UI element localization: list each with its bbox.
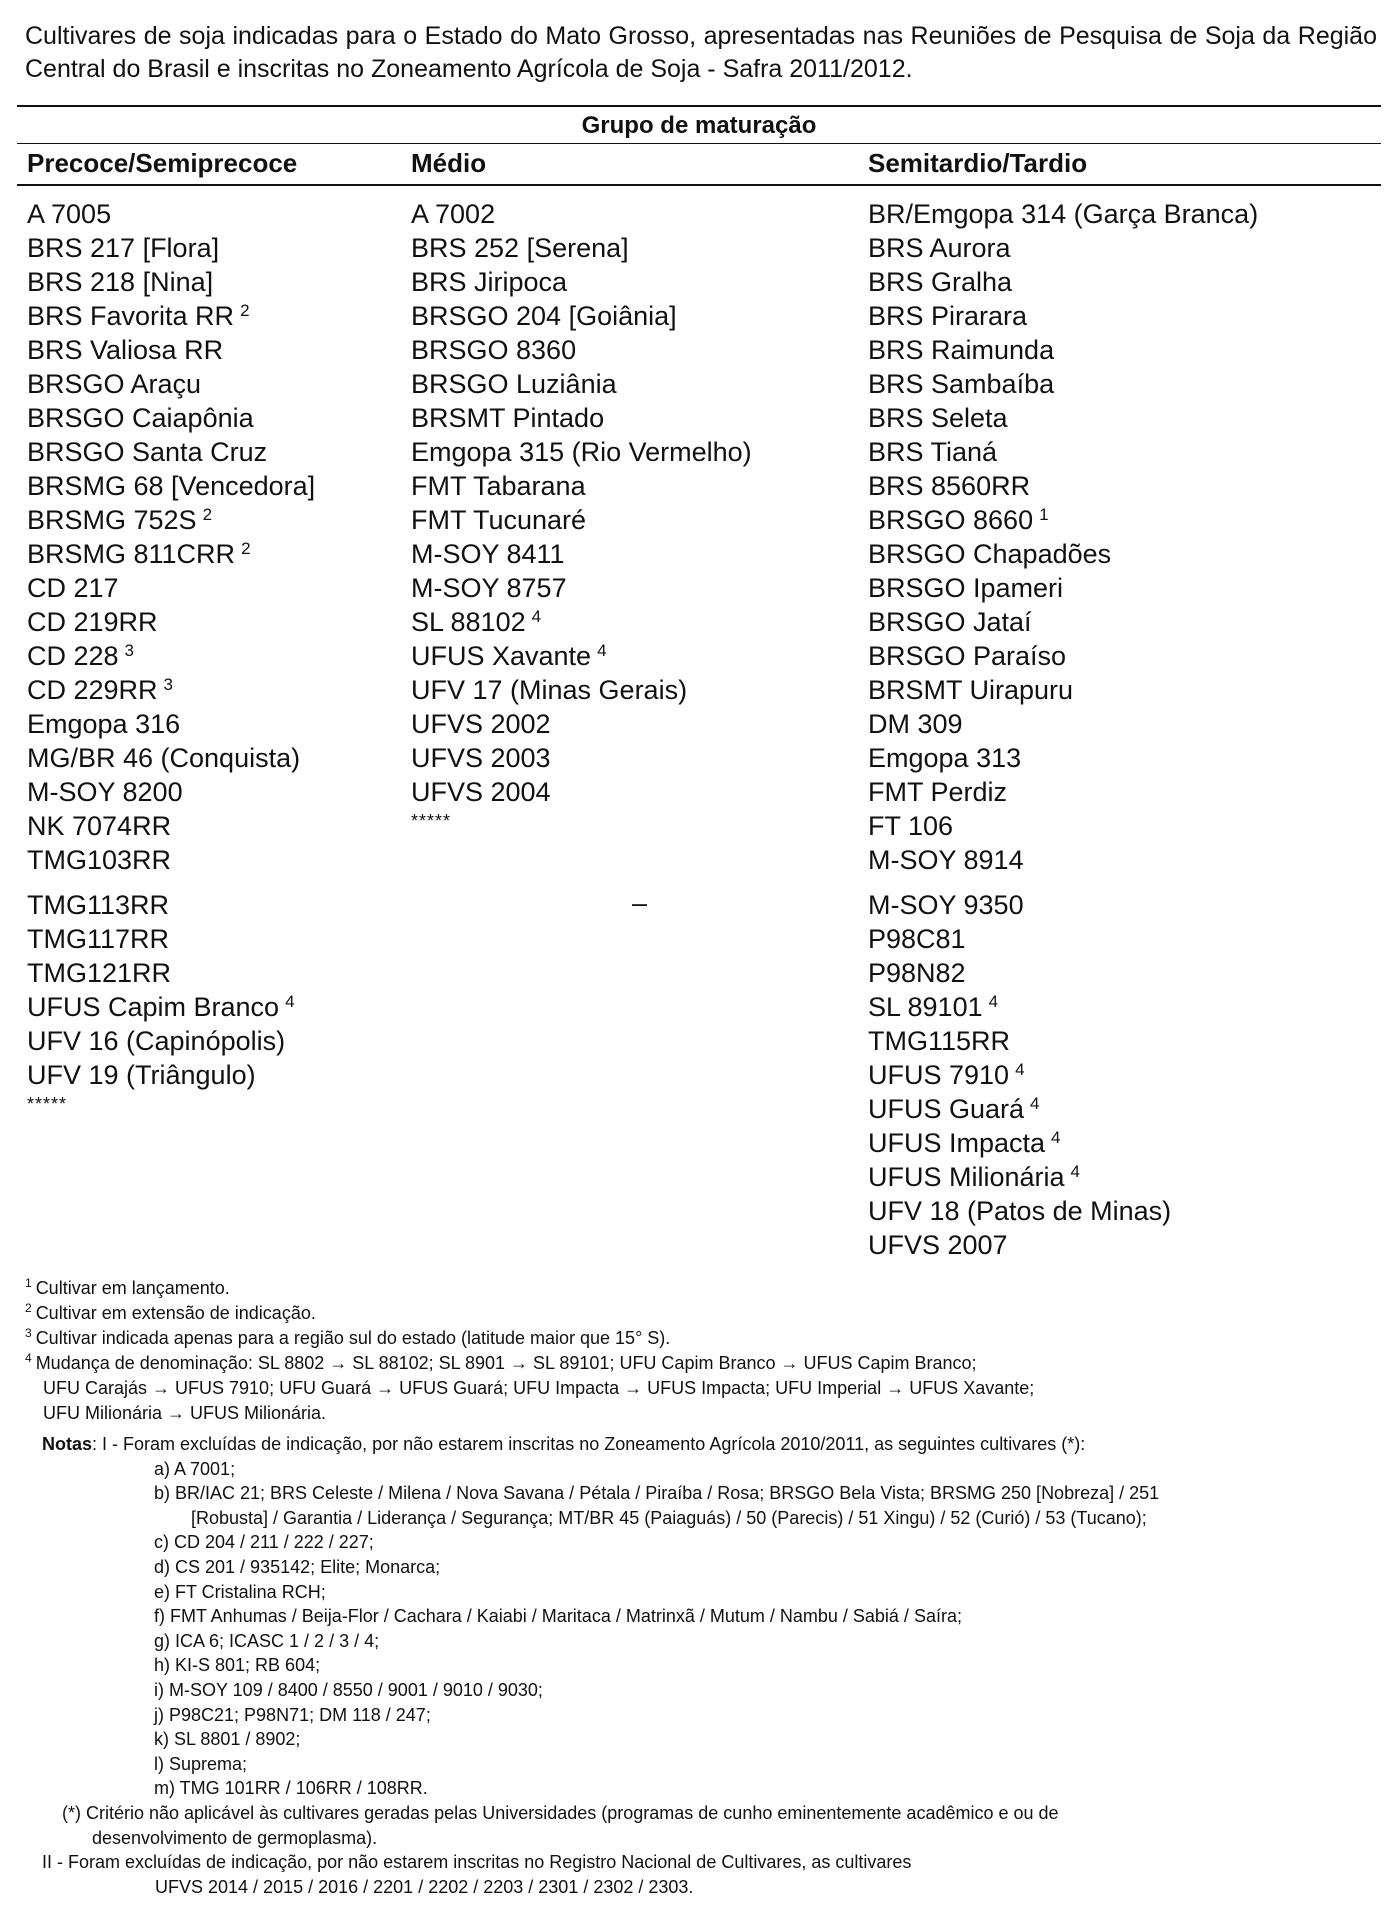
cultivar-name: UFUS Impacta xyxy=(868,1128,1046,1158)
footnote-line xyxy=(25,1276,1377,1301)
footnote-number: 2 xyxy=(25,1301,32,1315)
cultivar-item xyxy=(411,299,752,333)
cultivar-item xyxy=(411,605,752,639)
cultivar-name: UFVS 2003 xyxy=(411,743,551,773)
cultivar-name: UFV 16 (Capinópolis) xyxy=(27,1026,286,1056)
note-item-line: m) TMG 101RR / 106RR / 108RR. xyxy=(154,1778,428,1799)
cultivar-item xyxy=(27,197,315,231)
notes-criterion-line-1: (*) Critério não aplicável às cultivares geradas pelas Universidades (programas de cunho eminentemente acadêmico e ou de xyxy=(62,1802,1059,1823)
footnote-number: 3 xyxy=(25,1326,32,1340)
notes-criterion-line-2: desenvolvimento de germoplasma). xyxy=(92,1827,378,1848)
footnote-text: Cultivar indicada apenas para a região sul do estado (latitude maior que 15° S). xyxy=(35,1328,671,1348)
footnote-text: Mudança de denominação: SL 8802 → SL 88102; SL 8901 → SL 89101; UFU Capim Branco → UFUS Capim Branco; xyxy=(35,1353,977,1373)
cultivar-item xyxy=(27,537,315,571)
cultivar-item xyxy=(27,401,315,435)
cultivar-name: BRS 217 [Flora] xyxy=(27,233,220,263)
cultivar-item xyxy=(868,231,1258,265)
cultivar-name: BRS Aurora xyxy=(868,233,1011,263)
cultivar-name: BRS Raimunda xyxy=(868,335,1055,365)
cultivar-name: BRS Favorita RR xyxy=(27,301,235,331)
cultivar-item xyxy=(27,571,315,605)
cultivar-item xyxy=(868,333,1258,367)
group-header: Grupo de maturação xyxy=(581,112,817,139)
cultivar-item xyxy=(868,843,1258,877)
cultivar-name: UFUS 7910 xyxy=(868,1060,1010,1090)
footnote-ref: 4 xyxy=(1030,1094,1040,1113)
cultivar-item xyxy=(27,956,315,990)
cultivar-name: UFUS Xavante xyxy=(411,641,592,671)
cultivar-name: BRS 218 [Nina] xyxy=(27,267,214,297)
cultivar-item xyxy=(411,469,752,503)
table-group-rule xyxy=(17,143,1381,144)
note-item-line: b) BR/IAC 21; BRS Celeste / Milena / Nova Savana / Pétala / Piraíba / Rosa; BRSGO Bela Vista; BRSMG 250 [Nobreza] / 251 xyxy=(154,1483,1160,1504)
column-precoce-list xyxy=(27,197,315,1116)
cultivar-item xyxy=(27,775,315,809)
footnote-ref: 4 xyxy=(285,992,295,1011)
cultivar-name: BRSGO Paraíso xyxy=(868,641,1067,671)
notes-intro: : I - Foram excluídas de indicação, por não estarem inscritas no Zoneamento Agrícola 2010/2011, as seguintes cultivares (*): xyxy=(92,1434,1086,1454)
notes-item-list xyxy=(42,1457,1378,1801)
column-medio-continuation-mark: – xyxy=(632,888,648,918)
notes-section xyxy=(42,1432,1378,1899)
cultivar-name: TMG121RR xyxy=(27,958,172,988)
document-title: Cultivares de soja indicadas para o Estado do Mato Grosso, apresentadas nas Reuniões de Pesquisa de Soja da Região Central do Brasil e inscritas no Zoneamento Agrícola de Soja - Safra 2011/2012. xyxy=(25,22,1377,83)
note-item-line: k) SL 8801 / 8902; xyxy=(154,1729,301,1750)
cultivar-item xyxy=(27,990,315,1024)
cultivar-item xyxy=(27,503,315,537)
cultivar-item xyxy=(411,401,752,435)
cultivar-item xyxy=(411,741,752,775)
footnote-ref: 4 xyxy=(597,641,607,660)
cultivar-item xyxy=(27,922,315,956)
footnotes xyxy=(25,1276,1377,1426)
cultivar-name: BRSMT Pintado xyxy=(411,403,605,433)
cultivar-name: BRSGO 204 [Goiânia] xyxy=(411,301,677,331)
cultivar-name: M-SOY 9350 xyxy=(868,890,1024,920)
cultivar-name: UFV 18 (Patos de Minas) xyxy=(868,1196,1172,1226)
cultivar-name: BRS Sambaíba xyxy=(868,369,1055,399)
notes-second-line-1: II - Foram excluídas de indicação, por não estarem inscritas no Registro Nacional de Cultivares, as cultivares xyxy=(42,1852,912,1873)
cultivar-item xyxy=(868,401,1258,435)
cultivar-item xyxy=(868,571,1258,605)
footnote-ref: 3 xyxy=(124,641,135,660)
column-medio-list xyxy=(411,197,752,833)
cultivar-name: Emgopa 316 xyxy=(27,709,181,739)
note-item-line: a) A 7001; xyxy=(154,1458,236,1479)
cultivar-item xyxy=(868,197,1258,231)
cultivar-name: BRSGO Jataí xyxy=(868,607,1032,637)
cultivar-name: P98C81 xyxy=(868,924,966,954)
footnote-line xyxy=(25,1326,1377,1351)
note-item-line: i) M-SOY 109 / 8400 / 8550 / 9001 / 9010 / 9030; xyxy=(154,1679,543,1700)
cultivar-name: Emgopa 313 xyxy=(868,743,1022,773)
cultivar-name: TMG113RR xyxy=(27,890,170,920)
cultivar-item xyxy=(868,809,1258,843)
note-item-line: e) FT Cristalina RCH; xyxy=(154,1581,326,1602)
cultivar-item xyxy=(868,367,1258,401)
cultivar-name: BRS Jiripoca xyxy=(411,267,568,297)
cultivar-item xyxy=(868,741,1258,775)
footnote-ref: 4 xyxy=(1070,1162,1081,1181)
cultivar-item xyxy=(27,333,315,367)
column-end-mark: ***** xyxy=(27,1094,68,1114)
cultivar-name: FMT Tucunaré xyxy=(411,505,587,535)
column-header-precoce: Precoce/Semiprecoce xyxy=(27,148,298,178)
cultivar-name: UFUS Guará xyxy=(868,1094,1025,1124)
cultivar-name: CD 219RR xyxy=(27,607,158,637)
footnote-ref: 4 xyxy=(988,992,999,1011)
cultivar-name: UFUS Milionária xyxy=(868,1162,1065,1192)
cultivar-name: SL 89101 xyxy=(868,992,983,1022)
table-header-rule xyxy=(17,184,1381,186)
cultivar-item xyxy=(411,639,752,673)
cultivar-name: BRS Tianá xyxy=(868,437,998,467)
cultivar-item xyxy=(27,1024,315,1058)
cultivar-name: BRSGO Caiapônia xyxy=(27,403,254,433)
footnote-text: Cultivar em extensão de indicação. xyxy=(35,1303,316,1323)
cultivar-name: UFV 19 (Triângulo) xyxy=(27,1060,256,1090)
cultivar-item xyxy=(411,197,752,231)
cultivar-item xyxy=(868,1058,1258,1092)
cultivar-item xyxy=(411,435,752,469)
cultivar-item xyxy=(27,888,315,922)
cultivar-item xyxy=(27,605,315,639)
cultivar-item xyxy=(411,265,752,299)
note-item-line: j) P98C21; P98N71; DM 118 / 247; xyxy=(154,1704,431,1725)
cultivar-item xyxy=(411,673,752,707)
cultivar-name: BRSGO Santa Cruz xyxy=(27,437,268,467)
note-item-line: h) KI-S 801; RB 604; xyxy=(154,1655,321,1676)
cultivar-name: BRSMG 811CRR xyxy=(27,539,236,569)
cultivar-name: BRSGO 8660 xyxy=(868,505,1034,535)
cultivar-name: M-SOY 8757 xyxy=(411,573,567,603)
column-header-medio: Médio xyxy=(411,148,487,178)
cultivar-name: Emgopa 315 (Rio Vermelho) xyxy=(411,437,752,467)
cultivar-item xyxy=(411,503,752,537)
cultivar-item xyxy=(411,707,752,741)
cultivar-item xyxy=(868,1228,1258,1262)
cultivar-name: BRSGO Araçu xyxy=(27,369,202,399)
cultivar-item xyxy=(868,956,1258,990)
note-item-line: f) FMT Anhumas / Beija-Flor / Cachara / Kaiabi / Maritaca / Matrinxã / Mutum / Nambu / Sabiá / Saíra; xyxy=(154,1606,962,1627)
footnote-ref: 4 xyxy=(531,607,542,626)
footnote-text: UFU Milionária → UFUS Milionária. xyxy=(43,1403,327,1423)
cultivar-item xyxy=(27,231,315,265)
cultivar-item xyxy=(868,673,1258,707)
cultivar-item xyxy=(868,265,1258,299)
cultivar-item xyxy=(868,1024,1258,1058)
cultivar-item xyxy=(868,435,1258,469)
cultivar-item xyxy=(868,1126,1258,1160)
cultivar-name: BRS Valiosa RR xyxy=(27,335,224,365)
footnote-line xyxy=(25,1376,1377,1401)
table-top-rule xyxy=(17,105,1381,107)
cultivar-item xyxy=(868,1194,1258,1228)
cultivar-item xyxy=(27,673,315,707)
cultivar-name: BRS Gralha xyxy=(868,267,1013,297)
cultivar-item xyxy=(868,707,1258,741)
cultivar-item xyxy=(868,922,1258,956)
cultivar-item xyxy=(27,843,315,877)
cultivar-item xyxy=(27,1058,315,1092)
cultivar-name: BRSGO Ipameri xyxy=(868,573,1064,603)
cultivar-name: BRS 8560RR xyxy=(868,471,1031,501)
cultivar-name: A 7002 xyxy=(411,199,496,229)
footnote-ref: 2 xyxy=(240,301,250,320)
cultivar-name: MG/BR 46 (Conquista) xyxy=(27,743,301,773)
cultivar-item xyxy=(868,469,1258,503)
cultivar-item xyxy=(27,299,315,333)
cultivar-name: UFUS Capim Branco xyxy=(27,992,280,1022)
cultivar-item xyxy=(868,639,1258,673)
note-item-line: d) CS 201 / 935142; Elite; Monarca; xyxy=(154,1556,441,1577)
cultivar-name: UFVS 2004 xyxy=(411,777,551,807)
cultivar-name: BRSMG 68 [Vencedora] xyxy=(27,471,316,501)
column-header-tardio: Semitardio/Tardio xyxy=(868,148,1088,178)
footnote-text: UFU Carajás → UFUS 7910; UFU Guará → UFUS Guará; UFU Impacta → UFUS Impacta; UFU Imperial → UFUS Xavante; xyxy=(43,1378,1035,1398)
footnote-line xyxy=(25,1301,1377,1326)
cultivar-item xyxy=(411,333,752,367)
note-item-line: c) CD 204 / 211 / 222 / 227; xyxy=(154,1532,374,1553)
cultivar-name: CD 228 xyxy=(27,641,119,671)
footnote-ref: 2 xyxy=(202,505,213,524)
footnote-number: 1 xyxy=(25,1276,32,1290)
cultivar-item xyxy=(411,775,752,809)
footnote-text: Cultivar em lançamento. xyxy=(35,1278,230,1298)
cultivar-name: CD 229RR xyxy=(27,675,158,705)
cultivar-name: UFVS 2002 xyxy=(411,709,551,739)
cultivar-item xyxy=(27,469,315,503)
cultivar-name: TMG103RR xyxy=(27,845,172,875)
cultivar-item xyxy=(411,231,752,265)
cultivar-name: BRS Pirarara xyxy=(868,301,1028,331)
cultivar-name: FT 106 xyxy=(868,811,954,841)
cultivar-name: UFVS 2007 xyxy=(868,1230,1008,1260)
cultivar-name: TMG117RR xyxy=(27,924,170,954)
cultivar-name: A 7005 xyxy=(27,199,112,229)
cultivar-item xyxy=(868,1160,1258,1194)
column-end-mark: ***** xyxy=(411,811,452,831)
cultivar-name: P98N82 xyxy=(868,958,966,988)
cultivar-name: DM 309 xyxy=(868,709,963,739)
column-tardio-list xyxy=(868,197,1258,1262)
cultivar-name: BRSGO Luziânia xyxy=(411,369,617,399)
cultivar-item xyxy=(868,990,1258,1024)
cultivar-name: TMG115RR xyxy=(868,1026,1011,1056)
cultivar-name: FMT Tabarana xyxy=(411,471,586,501)
cultivar-item xyxy=(868,299,1258,333)
footnote-line xyxy=(25,1351,1377,1376)
footnote-ref: 4 xyxy=(1015,1060,1025,1079)
cultivar-name: BRS 252 [Serena] xyxy=(411,233,629,263)
cultivar-name: M-SOY 8200 xyxy=(27,777,183,807)
cultivar-name: BRS Seleta xyxy=(868,403,1008,433)
notes-second-line-2: UFVS 2014 / 2015 / 2016 / 2201 / 2202 / 2203 / 2301 / 2302 / 2303. xyxy=(155,1876,694,1897)
footnote-ref: 4 xyxy=(1051,1128,1061,1147)
cultivar-name: M-SOY 8411 xyxy=(411,539,565,569)
cultivar-item xyxy=(411,367,752,401)
cultivar-name: CD 217 xyxy=(27,573,119,603)
cultivar-name: BR/Emgopa 314 (Garça Branca) xyxy=(868,199,1259,229)
footnote-ref: 1 xyxy=(1039,505,1049,524)
footnote-ref: 3 xyxy=(163,675,174,694)
note-item-line: l) Suprema; xyxy=(154,1753,248,1774)
footnote-line xyxy=(25,1401,1377,1426)
footnote-ref: 2 xyxy=(241,539,251,558)
cultivar-item xyxy=(27,741,315,775)
cultivar-name: UFV 17 (Minas Gerais) xyxy=(411,675,688,705)
footnote-number: 4 xyxy=(25,1351,32,1365)
cultivar-item xyxy=(27,435,315,469)
cultivar-item xyxy=(27,639,315,673)
cultivar-name: BRSGO Chapadões xyxy=(868,539,1112,569)
cultivar-item xyxy=(868,888,1258,922)
cultivar-name: BRSGO 8360 xyxy=(411,335,577,365)
cultivar-item xyxy=(27,707,315,741)
cultivar-name: SL 88102 xyxy=(411,607,526,637)
note-item-line: [Robusta] / Garantia / Liderança / Segurança; MT/BR 45 (Paiaguás) / 50 (Parecis) / 51 Xingu) / 52 (Curió) / 53 (Tucano); xyxy=(191,1507,1147,1528)
cultivar-name: BRSMT Uirapuru xyxy=(868,675,1074,705)
cultivar-item xyxy=(27,809,315,843)
notes-label: Notas xyxy=(42,1434,93,1454)
cultivar-name: NK 7074RR xyxy=(27,811,172,841)
cultivar-item xyxy=(27,367,315,401)
cultivar-name: BRSMG 752S xyxy=(27,505,197,535)
cultivar-item xyxy=(27,265,315,299)
cultivar-item xyxy=(411,571,752,605)
cultivar-name: M-SOY 8914 xyxy=(868,845,1024,875)
cultivar-item xyxy=(868,1092,1258,1126)
cultivar-item xyxy=(411,537,752,571)
note-item-line: g) ICA 6; ICASC 1 / 2 / 3 / 4; xyxy=(154,1630,380,1651)
cultivar-name: FMT Perdiz xyxy=(868,777,1008,807)
cultivar-item xyxy=(868,775,1258,809)
cultivar-item xyxy=(868,605,1258,639)
cultivar-item xyxy=(868,503,1258,537)
cultivar-item xyxy=(868,537,1258,571)
